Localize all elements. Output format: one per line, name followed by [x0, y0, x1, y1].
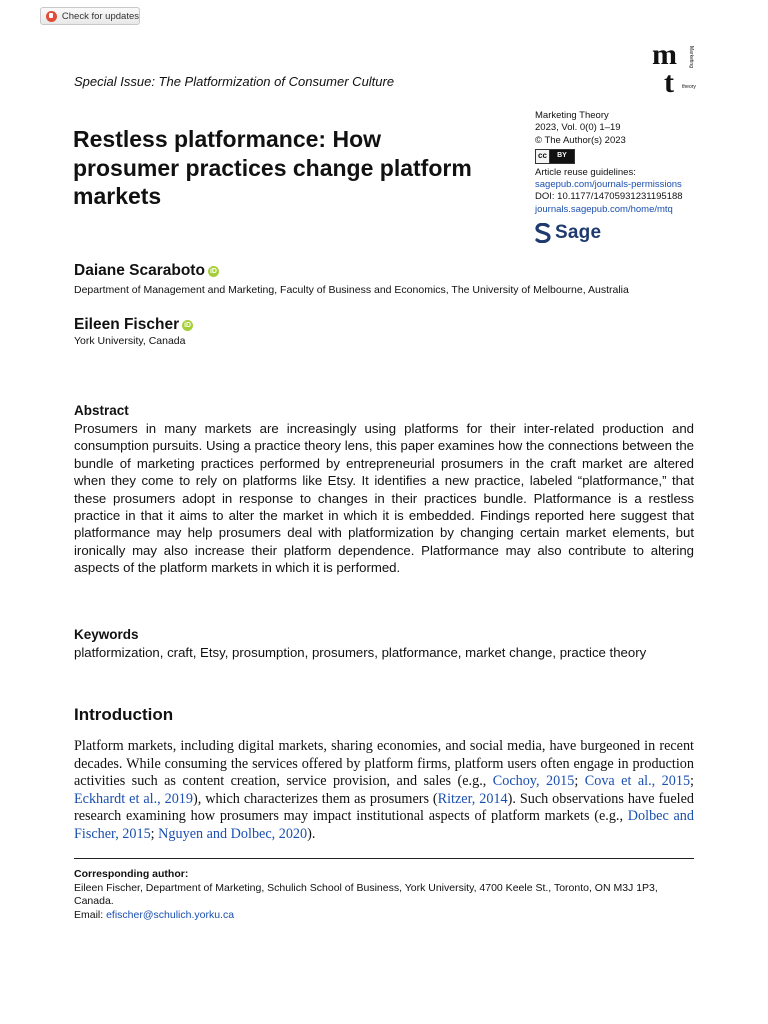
journal-home-link[interactable]: journals.sagepub.com/home/mtq [535, 203, 673, 215]
body-text: ; [574, 773, 585, 789]
body-text: ), which characterizes them as prosumers ( [193, 790, 438, 807]
introduction-paragraph [74, 738, 694, 843]
copyright: © The Author(s) 2023 [535, 134, 626, 146]
permissions-link[interactable]: sagepub.com/journals-permissions [535, 179, 682, 191]
introduction-heading: Introduction [74, 705, 174, 724]
corresponding-author-block [74, 868, 694, 922]
author-name [74, 262, 219, 280]
journal-name: Marketing Theory [535, 110, 609, 121]
check-for-updates-button[interactable] [40, 7, 140, 25]
author-name-text: Daiane Scaraboto [74, 262, 205, 279]
corresponding-author-label: Corresponding author: [74, 868, 189, 880]
keywords-list: platformization, craft, Etsy, prosumption, prosumers, platformance, market change, practice theory [74, 645, 647, 660]
abstract-text: Prosumers in many markets are increasingly using platforms for their inter-related production and consumption pursuits. Using a practice theory lens, this paper examines how the connections between the bundle of marketing practices performed by entrepreneurial prosumers in the craft market are altered when they come to rely on platforms like Etsy. It identifies a new practice, labeled “platformance,” that these prosumers adopt in response to changes in their practices bundle. Platformance is a restless practice in that it aims to alter the market in which it is embedded. Findings reported here suggest that platformance may help prosumers deal with platformization by changing certain market elements, but ironically may also increase their platform dependence. Platformance may also contribute to altering aspects of the platform markets in which it is performed. [74, 421, 694, 576]
doi[interactable]: DOI: 10.1177/14705931231195188 [535, 191, 683, 203]
orcid-icon[interactable]: iD [209, 267, 217, 275]
svg-text:m: m [652, 40, 677, 71]
body-text: ; [690, 773, 694, 789]
attribution-icon: BY [550, 150, 574, 163]
citation-link[interactable]: Cochoy, 2015 [492, 773, 575, 789]
body-text: ; [150, 825, 159, 842]
email-label: Email: [74, 908, 107, 921]
svg-text:theory: theory [682, 84, 696, 90]
sage-logo [535, 222, 601, 244]
body-text: Platform markets, including digital markets, sharing economies, and social media, have burgeoned in recent decades. While consuming the services offered by platform firms, platform users often engage in production activities such as content creation, service provision, and sales (e.g., [74, 738, 694, 789]
email-link[interactable]: efischer@schulich.yorku.ca [106, 908, 235, 921]
check-for-updates-label: Check for updates [61, 10, 139, 22]
citation-link[interactable]: Dolbec and Fischer, 2015 [74, 808, 694, 842]
citation-link[interactable]: Nguyen and Dolbec, 2020 [158, 825, 308, 842]
title-line: markets [73, 183, 162, 209]
special-issue-label: Special Issue: The Platformization of Consumer Culture [74, 74, 395, 89]
footnote-divider [74, 858, 694, 859]
marketing-theory-logo-icon [650, 40, 700, 96]
abstract-heading: Abstract [74, 403, 129, 418]
volume-info: 2023, Vol. 0(0) 1–19 [535, 122, 621, 134]
title-line: prosumer practices change platform [73, 154, 472, 181]
cc-by-license-badge[interactable] [535, 149, 575, 164]
article-title [73, 125, 513, 211]
sage-s-icon [535, 223, 551, 243]
reuse-guidelines-label: Article reuse guidelines: [535, 166, 636, 178]
creative-commons-icon: cc [536, 150, 550, 163]
title-line: Restless platformance: How [73, 126, 382, 152]
bookmark-icon [46, 11, 57, 22]
orcid-icon[interactable]: iD [184, 321, 192, 329]
journal-metadata [535, 110, 683, 216]
citation-link[interactable]: Cova et al., 2015 [584, 773, 691, 789]
body-text: ). Such observations have fueled research examining how prosumers may impact institutional aspects of platform markets (e.g., [74, 790, 694, 824]
citation-link[interactable]: Ritzer, 2014 [437, 790, 508, 807]
keywords-heading: Keywords [74, 627, 139, 642]
body-text: ). [307, 825, 316, 842]
author-name [74, 316, 193, 334]
marketing-theory-logo [650, 40, 700, 96]
publisher-name: Sage [555, 222, 602, 243]
citation-link[interactable]: Eckhardt et al., 2019 [74, 790, 193, 807]
svg-text:t: t [664, 66, 674, 96]
author-name-text: Eileen Fischer [74, 316, 180, 333]
corresponding-author-email-line [74, 909, 694, 923]
author-affiliation: York University, Canada [74, 335, 186, 347]
author-affiliation: Department of Management and Marketing, Faculty of Business and Economics, The University of Melbourne, Australia [74, 284, 629, 296]
corresponding-author-address: Eileen Fischer, Department of Marketing, Schulich School of Business, York University, 4700 Keele St., Toronto, ON M3J 1P3, Canada. [74, 881, 658, 907]
svg-text:Marketing: Marketing [688, 46, 694, 68]
